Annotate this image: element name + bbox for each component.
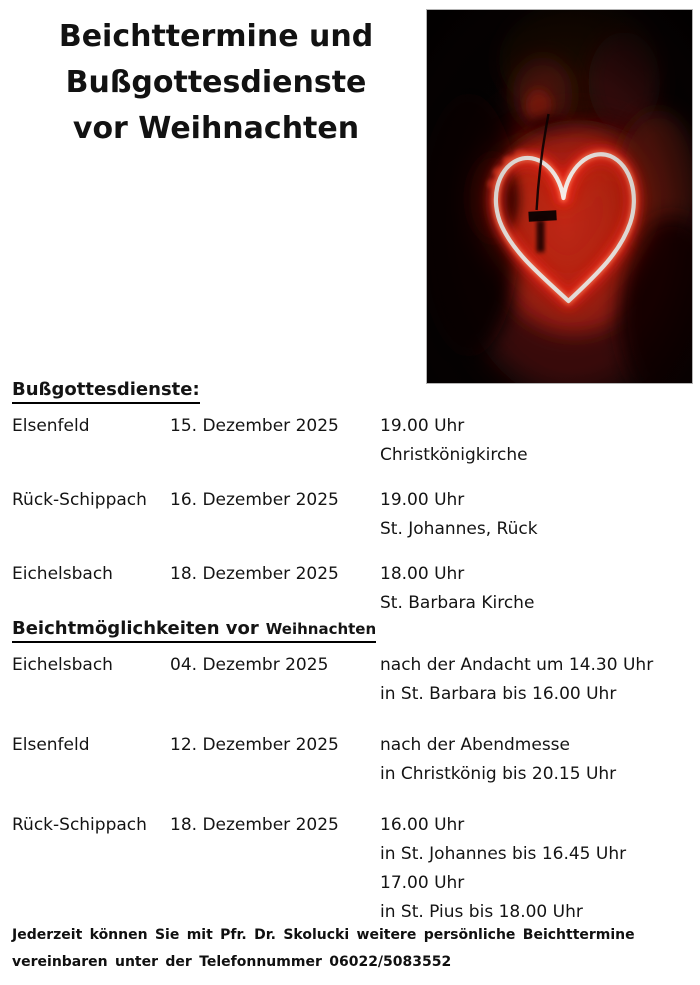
neon-heart-photo — [426, 9, 693, 384]
detail-line: in Christkönig bis 20.15 Uhr — [380, 764, 617, 784]
section-heading-suffix: Weihnachten — [265, 620, 377, 638]
schedule-row — [12, 560, 692, 618]
schedule-rows — [12, 651, 692, 927]
section-beichtmoeglichkeiten — [12, 618, 692, 949]
date-label: 15. Dezember 2025 — [170, 416, 339, 436]
schedule-rows — [12, 412, 692, 618]
details — [380, 412, 692, 470]
detail-line: 17.00 Uhr — [380, 873, 465, 893]
footer-line-1: Jederzeit können Sie mit Pfr. Dr. Skolucki weitere persönliche Beichttermine — [12, 927, 635, 943]
detail-line: nach der Abendmesse — [380, 735, 570, 755]
place-label: Rück-Schippach — [12, 815, 147, 835]
place-label: Elsenfeld — [12, 416, 90, 436]
place-label: Rück-Schippach — [12, 490, 147, 510]
details — [380, 651, 692, 709]
detail-line: in St. Johannes bis 16.45 Uhr — [380, 844, 627, 864]
title-line-1: Beichttermine und — [58, 19, 374, 54]
date-label: 18. Dezember 2025 — [170, 815, 339, 835]
footer-line-2: vereinbaren unter der Telefonnummer 06022/5083552 — [12, 954, 452, 970]
section-bussgottesdienste — [12, 379, 692, 634]
detail-line: in St. Barbara bis 16.00 Uhr — [380, 684, 617, 704]
section-heading — [12, 618, 692, 643]
place-label: Eichelsbach — [12, 655, 113, 675]
page-title — [0, 14, 432, 152]
details — [380, 560, 692, 618]
title-line-3: vor Weihnachten — [72, 111, 360, 146]
place-label: Elsenfeld — [12, 735, 90, 755]
details — [380, 486, 692, 544]
details — [380, 811, 692, 927]
schedule-row — [12, 731, 692, 789]
section-heading-text: Bußgottesdienste: — [12, 379, 200, 400]
date-label: 04. Dezembr 2025 — [170, 655, 329, 675]
date-label: 12. Dezember 2025 — [170, 735, 339, 755]
footer-note — [12, 922, 696, 976]
section-heading — [12, 379, 692, 404]
details — [380, 731, 692, 789]
detail-line: 19.00 Uhr — [380, 490, 465, 510]
date-label: 18. Dezember 2025 — [170, 564, 339, 584]
schedule-row — [12, 412, 692, 470]
detail-line: St. Barbara Kirche — [380, 593, 535, 613]
detail-line: St. Johannes, Rück — [380, 519, 538, 539]
detail-line: 16.00 Uhr — [380, 815, 465, 835]
detail-line: 19.00 Uhr — [380, 416, 465, 436]
neon-heart-illustration — [427, 10, 692, 383]
schedule-row — [12, 486, 692, 544]
section-heading-text: Beichtmöglichkeiten vor — [12, 618, 259, 639]
title-line-2: Bußgottesdienste — [65, 65, 367, 100]
place-label: Eichelsbach — [12, 564, 113, 584]
vignette-overlay — [427, 10, 692, 383]
detail-line: nach der Andacht um 14.30 Uhr — [380, 655, 654, 675]
schedule-row — [12, 651, 692, 709]
detail-line: in St. Pius bis 18.00 Uhr — [380, 902, 583, 922]
schedule-row — [12, 811, 692, 927]
detail-line: 18.00 Uhr — [380, 564, 465, 584]
date-label: 16. Dezember 2025 — [170, 490, 339, 510]
detail-line: Christkönigkirche — [380, 445, 528, 465]
